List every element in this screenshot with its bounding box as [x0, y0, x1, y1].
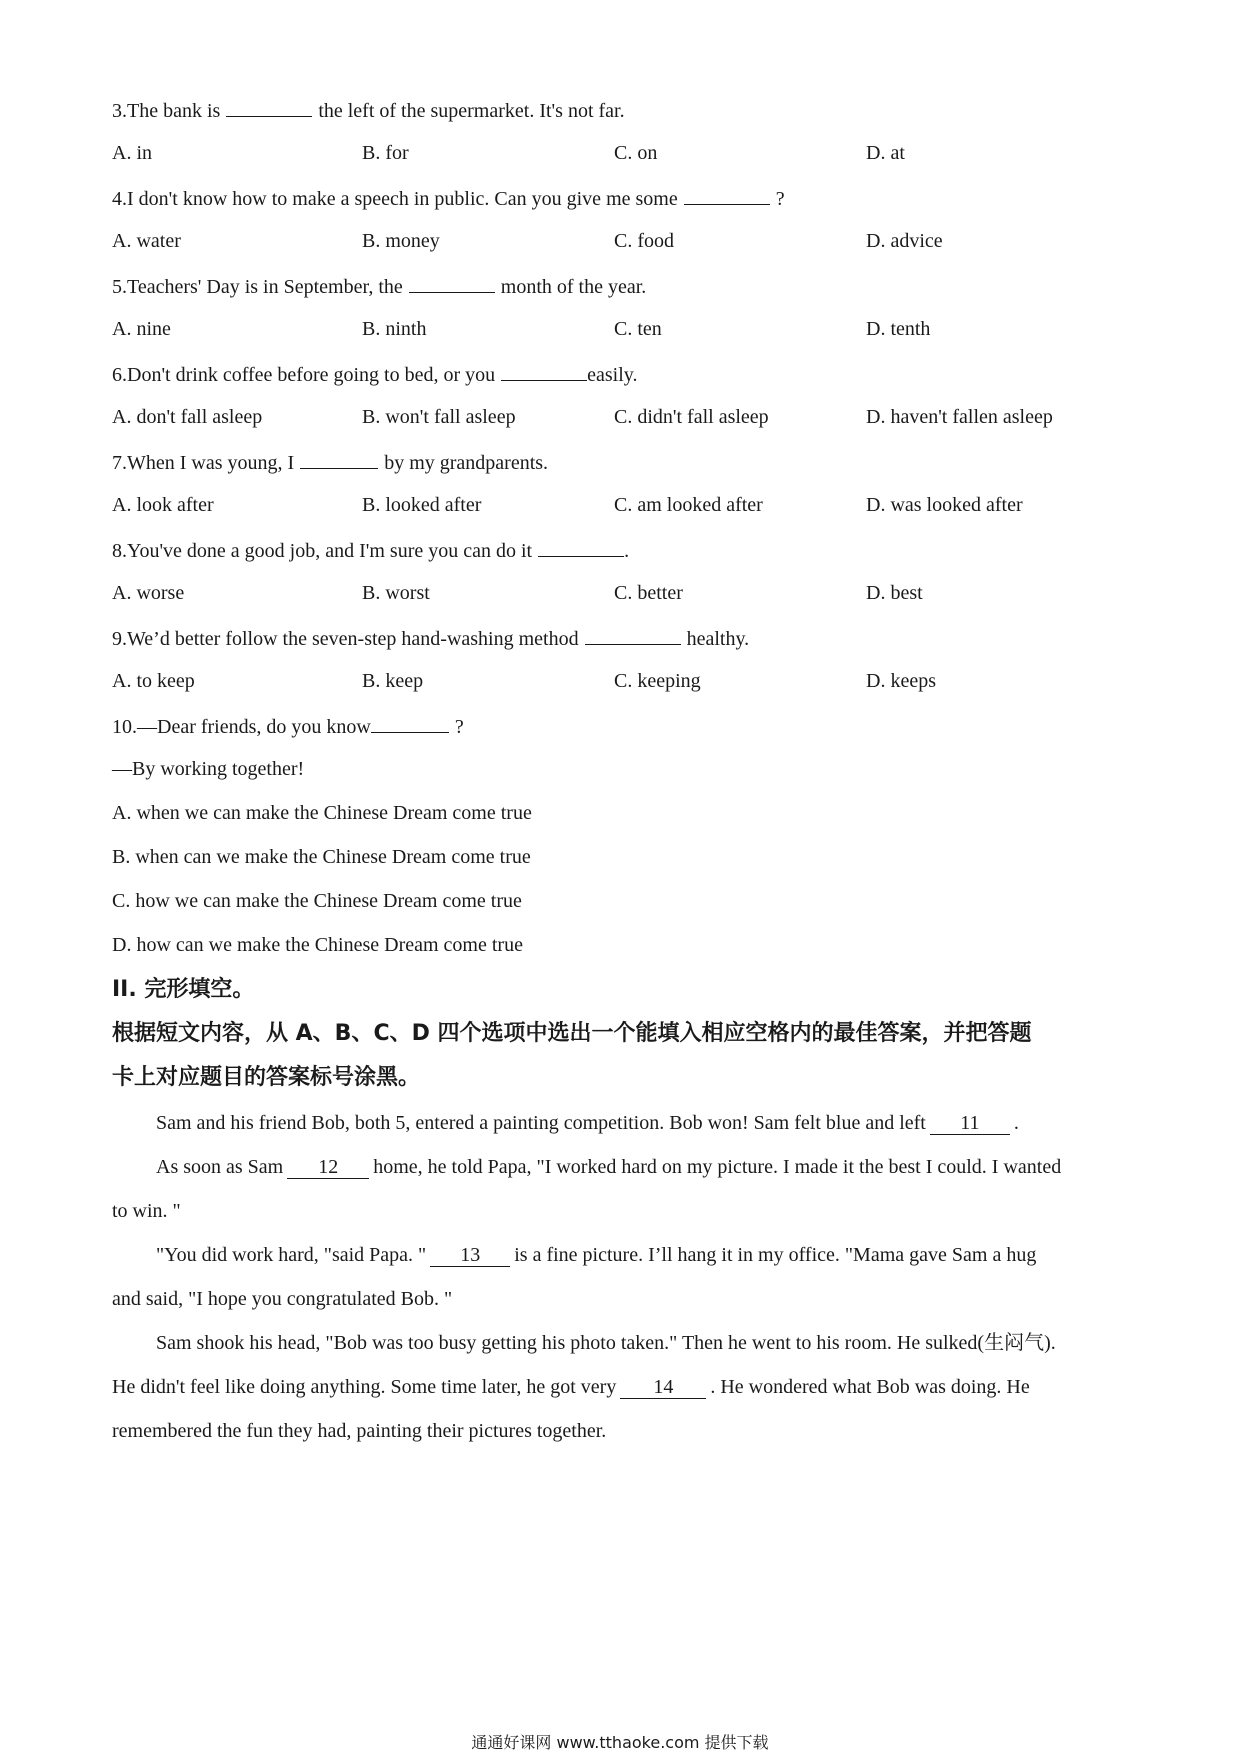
- option-a: A. don't fall asleep: [112, 406, 263, 428]
- passage-line: remembered the fun they had, painting their pictures together.: [112, 1420, 607, 1442]
- option-b: B. looked after: [362, 494, 482, 516]
- passage-line: to win. ": [112, 1200, 181, 1222]
- option-b: B. keep: [362, 670, 424, 692]
- question-8-stem: 8.You've done a good job, and I'm sure you can do it .: [112, 536, 629, 564]
- option-a: A. look after: [112, 494, 214, 516]
- question-6-stem: 6.Don't drink coffee before going to bed, or you easily.: [112, 360, 638, 388]
- option-d: D. at: [866, 142, 905, 164]
- answer-blank: [501, 360, 587, 381]
- answer-blank: [300, 448, 378, 469]
- answer-blank: [538, 536, 624, 557]
- answer-blank: [409, 272, 495, 293]
- option-b: B. money: [362, 230, 440, 252]
- answer-blank: [684, 184, 770, 205]
- section-title: II. 完形填空。: [112, 977, 255, 1002]
- option-a: A. water: [112, 230, 181, 252]
- option-d: D. how can we make the Chinese Dream come true: [112, 934, 523, 956]
- question-9-stem: 9.We’d better follow the seven-step hand-washing method healthy.: [112, 624, 749, 652]
- option-d: D. keeps: [866, 670, 936, 692]
- option-b: B. won't fall asleep: [362, 406, 516, 428]
- footer-watermark: 通通好课网 www.tthaoke.com 提供下载: [471, 1733, 769, 1752]
- option-d: D. best: [866, 582, 923, 604]
- numbered-blank-13: 13: [430, 1244, 510, 1267]
- passage-line: Sam shook his head, "Bob was too busy getting his photo taken." Then he went to his room. He sulked(生闷气).: [156, 1332, 1056, 1354]
- option-d: D. haven't fallen asleep: [866, 406, 1053, 428]
- passage-line: "You did work hard, "said Papa. " 13 is a fine picture. I’ll hang it in my office. "Mama gave Sam a hug: [156, 1244, 1037, 1266]
- passage-line: He didn't feel like doing anything. Some time later, he got very 14 . He wondered what Bob was doing. He: [112, 1376, 1030, 1398]
- option-b: B. when can we make the Chinese Dream come true: [112, 846, 531, 868]
- option-c: C. didn't fall asleep: [614, 406, 769, 428]
- option-c: C. how we can make the Chinese Dream come true: [112, 890, 522, 912]
- option-d: D. was looked after: [866, 494, 1023, 516]
- section-instruction-line-2: 卡上对应题目的答案标号涂黑。: [112, 1065, 421, 1090]
- option-c: C. food: [614, 230, 674, 252]
- question-3-stem: 3.The bank is the left of the supermarket. It's not far.: [112, 96, 625, 124]
- numbered-blank-12: 12: [287, 1156, 369, 1179]
- option-c: C. keeping: [614, 670, 701, 692]
- numbered-blank-11: 11: [930, 1112, 1010, 1135]
- option-d: D. advice: [866, 230, 943, 252]
- option-a: A. when we can make the Chinese Dream come true: [112, 802, 532, 824]
- passage-line: Sam and his friend Bob, both 5, entered a painting competition. Bob won! Sam felt blue and left 11 .: [156, 1112, 1019, 1134]
- option-c: C. ten: [614, 318, 662, 340]
- numbered-blank-14: 14: [620, 1376, 706, 1399]
- question-10-stem: 10.—Dear friends, do you know ?: [112, 712, 464, 740]
- option-b: B. ninth: [362, 318, 427, 340]
- option-a: A. to keep: [112, 670, 195, 692]
- question-5-stem: 5.Teachers' Day is in September, the month of the year.: [112, 272, 646, 300]
- option-a: A. worse: [112, 582, 185, 604]
- option-a: A. in: [112, 142, 152, 164]
- answer-blank: [226, 96, 312, 117]
- option-c: C. on: [614, 142, 658, 164]
- question-7-stem: 7.When I was young, I by my grandparents.: [112, 448, 548, 476]
- option-b: B. worst: [362, 582, 430, 604]
- passage-line: and said, "I hope you congratulated Bob. ": [112, 1288, 453, 1310]
- answer-blank: [585, 624, 681, 645]
- answer-blank: [371, 712, 449, 733]
- option-b: B. for: [362, 142, 409, 164]
- question-4-stem: 4.I don't know how to make a speech in public. Can you give me some ?: [112, 184, 785, 212]
- option-c: C. better: [614, 582, 683, 604]
- option-a: A. nine: [112, 318, 171, 340]
- passage-line: As soon as Sam 12 home, he told Papa, "I worked hard on my picture. I made it the best I could. I wanted: [156, 1156, 1062, 1178]
- option-d: D. tenth: [866, 318, 931, 340]
- section-instruction-line-1: 根据短文内容，从 A、B、C、D 四个选项中选出一个能填入相应空格内的最佳答案，并把答题: [112, 1021, 1032, 1046]
- question-10-reply: —By working together!: [112, 758, 305, 780]
- option-c: C. am looked after: [614, 494, 763, 516]
